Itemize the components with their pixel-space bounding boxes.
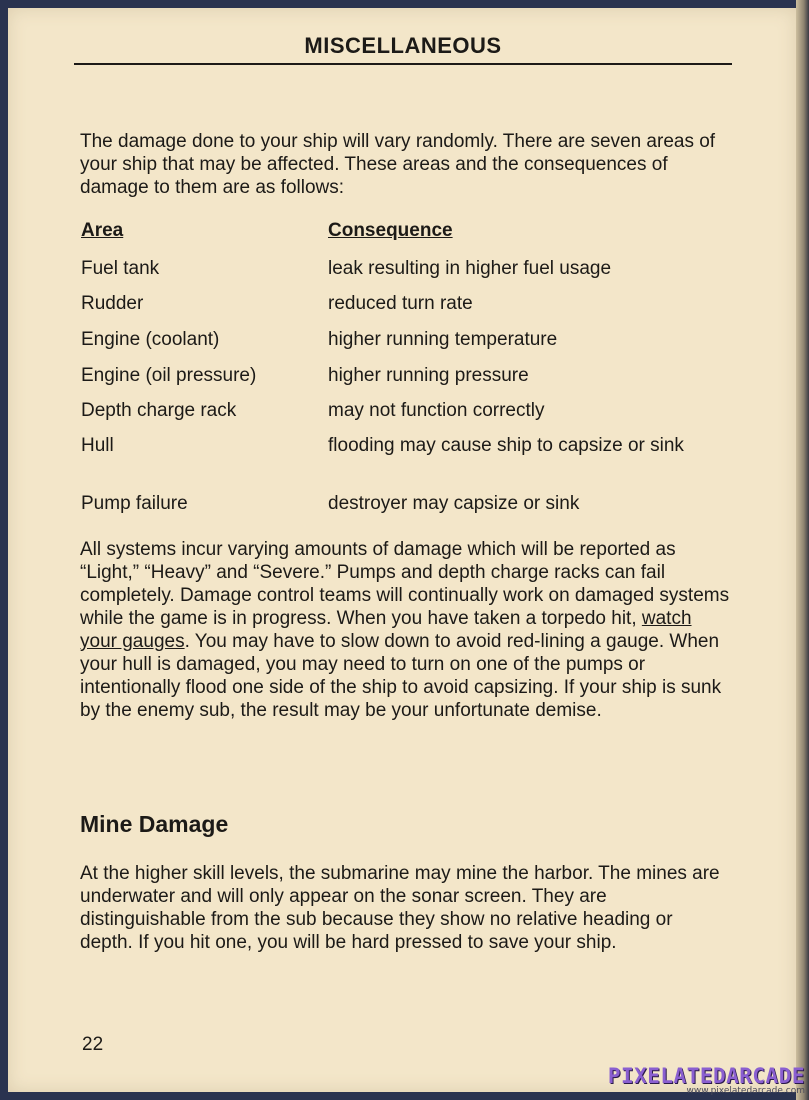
table-row-consequence: higher running pressure — [328, 365, 529, 386]
consequence-column-header: Consequence — [328, 220, 453, 241]
table-row-area: Engine (oil pressure) — [81, 365, 257, 386]
page-number: 22 — [82, 1034, 104, 1055]
watermark — [608, 1064, 805, 1096]
damage-systems-paragraph — [80, 538, 730, 722]
emphasis-underlined: watch your gauges — [80, 608, 692, 652]
table-row-consequence: reduced turn rate — [328, 293, 473, 314]
table-row-consequence: leak resulting in higher fuel usage — [328, 258, 612, 279]
table-row-area: Engine (coolant) — [81, 329, 220, 350]
area-column-header: Area — [81, 220, 124, 241]
watermark-name: PIXELATEDARCADE — [607, 1064, 805, 1088]
table-row-area: Depth charge rack — [81, 400, 237, 421]
table-row-area: Hull — [81, 435, 114, 456]
intro-paragraph: The damage done to your ship will vary randomly. There are seven areas of your ship that may be affected. These areas and the consequences of damage to them are as follows: — [80, 131, 716, 198]
table-row-area: Rudder — [81, 293, 144, 314]
watermark-url: www.pixelatedarcade.com — [686, 1086, 805, 1096]
section-heading: Mine Damage — [80, 811, 229, 837]
page-title: MISCELLANEOUS — [74, 33, 732, 65]
table-row-consequence: higher running temperature — [328, 329, 558, 350]
paragraph-text: All systems incur varying amounts of damage which will be reported as “Light,” “Heavy” and “Severe.” Pumps and depth charge racks can fail completely. Damage control teams will continually work on damaged systems while the game is in progress. When you have taken a torpedo hit, — [80, 539, 730, 629]
table-row-consequence: destroyer may capsize or sink — [328, 493, 580, 514]
table-row-area: Pump failure — [81, 493, 188, 514]
page-spine — [796, 0, 809, 1100]
table-row-area: Fuel tank — [81, 258, 160, 279]
mine-damage-paragraph: At the higher skill levels, the submarine may mine the harbor. The mines are underwater and will only appear on the sonar screen. They are distinguishable from the sub because they show no relative heading or depth. If you hit one, you will be hard pressed to save your ship. — [80, 863, 720, 953]
table-row-consequence: may not function correctly — [328, 400, 545, 421]
table-row-consequence: flooding may cause ship to capsize or sink — [328, 435, 684, 456]
paragraph-text: . You may have to slow down to avoid red-lining a gauge. When your hull is damaged, you may need to turn on one of the pumps or intentionally flood one side of the ship to avoid capsizing. If your ship is sunk by the enemy sub, the result may be your unfortunate demise. — [80, 631, 722, 721]
